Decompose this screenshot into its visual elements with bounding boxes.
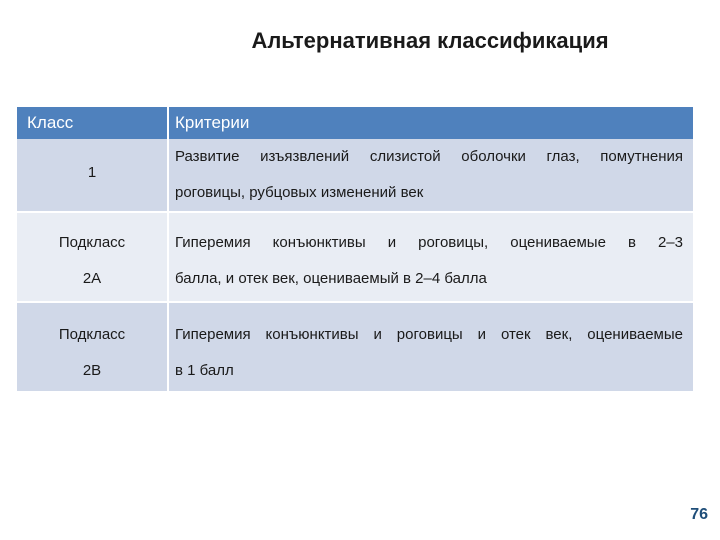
class-cell (17, 212, 168, 302)
slide-title: Альтернативная классификация (251, 28, 609, 53)
table-row (17, 302, 693, 392)
table-row (17, 212, 693, 302)
criteria-text: Гиперемия конъюнктивы и роговицы и отек век, оцениваемые (175, 326, 683, 343)
class-label: 1 (87, 164, 97, 181)
criteria-text: Развитие изъязвлений слизистой оболочки глаз, помутнения (175, 148, 683, 165)
criteria-cell (168, 139, 693, 212)
criteria-text: роговицы, рубцовых изменений век (175, 184, 424, 201)
class-label: 2В (82, 362, 102, 379)
header-class: Класс (17, 107, 168, 139)
criteria-text: Гиперемия конъюнктивы и роговицы, оцениваемые в 2–3 (175, 234, 683, 251)
class-cell (17, 139, 168, 212)
classification-table (17, 107, 693, 393)
criteria-text: балла, и отек век, оцениваемый в 2–4 балла (175, 270, 487, 287)
table-row (17, 139, 693, 212)
criteria-cell (168, 212, 693, 302)
criteria-text: в 1 балл (175, 362, 234, 379)
class-label: Подкласс (58, 326, 126, 343)
header-criteria: Критерии (168, 107, 693, 139)
page-number: 76 (690, 506, 708, 523)
class-label: 2А (82, 270, 102, 287)
class-cell (17, 302, 168, 392)
criteria-cell (168, 302, 693, 392)
class-label: Подкласс (58, 234, 126, 251)
table-header-row (17, 107, 693, 139)
